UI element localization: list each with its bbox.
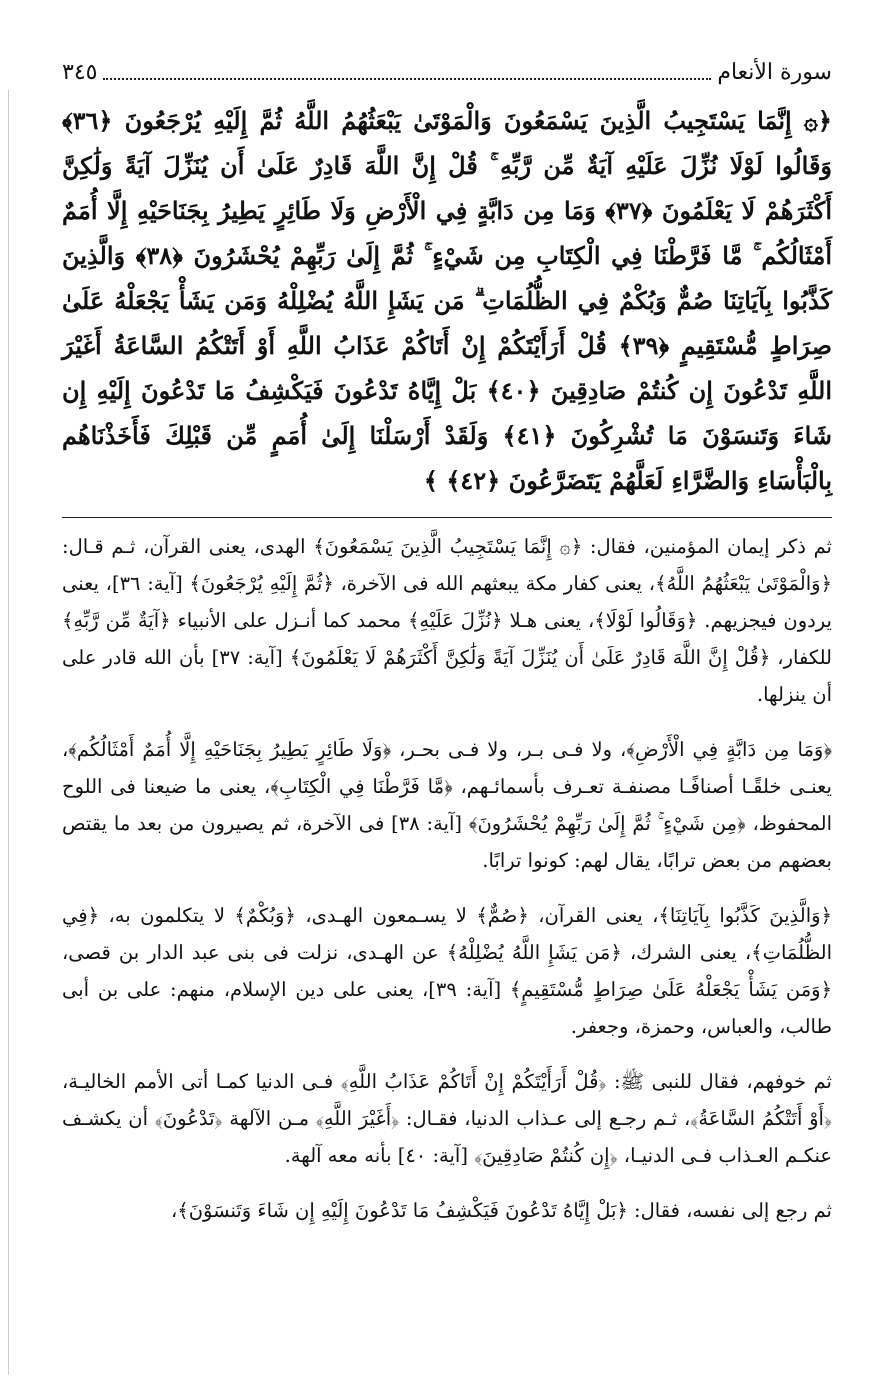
header-dot-leader — [103, 64, 711, 80]
tafsir-paragraph-3: ﴿وَالَّذِينَ كَذَّبُوا بِآيَاتِنَا﴾، يعنى القرآن، ﴿صُمٌّ﴾ لا يسـمعون الهـدى، ﴿وَبُكْمٌ﴾ لا يتكلمون به، ﴿فِي الظُّلُمَاتِ﴾، يعنى الشرك، ﴿مَن يَشَإِ اللَّهُ يُضْلِلْهُ﴾ عن الهـدى، نزلت فى بنى عبد الدار بن قصى، ﴿وَمَن يَشَأْ يَجْعَلْهُ عَلَىٰ صِرَاطٍ مُّسْتَقِيمٍ﴾ [آية: ٣٩]، يعنى على دين الإسلام، منهم: على بن أبى طالب، والعباس، وحمزة، وجعفر. — [62, 904, 833, 1038]
tafsir-paragraph-2: ﴿وَمَا مِن دَابَّةٍ فِي الْأَرْضِ﴾، ولا فـى بـر، ولا فـى بحـر، ﴿وَلَا طَائِرٍ يَطِيرُ بِجَنَاحَيْهِ إِلَّا أُمَمٌ أَمْثَالُكُم﴾، يعنـى خلقًـا أصنافًـا مصنفـة تعـرف بأسمائـهم، ﴿مَّا فَرَّطْنَا فِي الْكِتَابِ﴾، يعنى ما ضيعنا فى اللوح المحفوظ، ﴿مِن شَيْءٍ ۚ ثُمَّ إِلَىٰ رَبِّهِمْ يُحْشَرُونَ﴾ [آية: ٣٨] فى الآخرة، ثم يصيرون من بعد ما يقتص بعضهم من بعض ترابًا، يقال لهم: كونوا ترابًا. — [62, 738, 832, 872]
page-number: ٣٤٥ — [62, 59, 98, 85]
tafsir-paragraph-4: ثم خوفهم، فقال للنبى ﷺ: ﴿قُلْ أَرَأَيْتَكُمْ إِنْ أَتَاكُمْ عَذَابُ اللَّهِ﴾ فـى الدنيا كمـا أتى الأمم الخاليـة، ﴿أَوْ أَتَتْكُمُ السَّاعَةُ﴾، ثـم رجـع إلى عـذاب الدنيا، فقـال: ﴿أَغَيْرَ اللَّهِ﴾ مـن الآلهة ﴿تَدْعُونَ﴾ أن يكشـف عنكـم العـذاب فـى الدنيـا، ﴿إِن كُنتُمْ صَادِقِينَ﴾ [آية: ٤٠] بأنه معه آلهة. — [62, 1070, 832, 1167]
book-page — [62, 52, 832, 1247]
page-header — [62, 52, 832, 92]
surah-title: سورة الأنعام — [717, 59, 832, 85]
section-divider — [62, 517, 832, 518]
tafsir-paragraph-5: ثم رجع إلى نفسه، فقال: ﴿بَلْ إِيَّاهُ تَدْعُونَ فَيَكْشِفُ مَا تَدْعُونَ إِلَيْهِ إِن شَاءَ وَتَنسَوْنَ﴾، — [170, 1199, 832, 1222]
quran-verses-block: ﴿۞ إِنَّمَا يَسْتَجِيبُ الَّذِينَ يَسْمَعُونَ وَالْمَوْتَىٰ يَبْعَثُهُمُ اللَّهُ ثُمَّ إِلَيْهِ يُرْجَعُونَ ﴿٣٦﴾ وَقَالُوا لَوْلَا نُزِّلَ عَلَيْهِ آيَةٌ مِّن رَّبِّهِ ۚ قُلْ إِنَّ اللَّهَ قَادِرٌ عَلَىٰ أَن يُنَزِّلَ آيَةً وَلَٰكِنَّ أَكْثَرَهُمْ لَا يَعْلَمُونَ ﴿٣٧﴾ وَمَا مِن دَابَّةٍ فِي الْأَرْضِ وَلَا طَائِرٍ يَطِيرُ بِجَنَاحَيْهِ إِلَّا أُمَمٌ أَمْثَالُكُم ۚ مَّا فَرَّطْنَا فِي الْكِتَابِ مِن شَيْءٍ ۚ ثُمَّ إِلَىٰ رَبِّهِمْ يُحْشَرُونَ ﴿٣٨﴾ وَالَّذِينَ كَذَّبُوا بِآيَاتِنَا صُمٌّ وَبُكْمٌ فِي الظُّلُمَاتِ ۗ مَن يَشَإِ اللَّهُ يُضْلِلْهُ وَمَن يَشَأْ يَجْعَلْهُ عَلَىٰ صِرَاطٍ مُّسْتَقِيمٍ ﴿٣٩﴾ قُلْ أَرَأَيْتَكُمْ إِنْ أَتَاكُمْ عَذَابُ اللَّهِ أَوْ أَتَتْكُمُ السَّاعَةُ أَغَيْرَ اللَّهِ تَدْعُونَ إِن كُنتُمْ صَادِقِينَ ﴿٤٠﴾ بَلْ إِيَّاهُ تَدْعُونَ فَيَكْشِفُ مَا تَدْعُونَ إِلَيْهِ إِن شَاءَ وَتَنسَوْنَ مَا تُشْرِكُونَ ﴿٤١﴾ وَلَقَدْ أَرْسَلْنَا إِلَىٰ أُمَمٍ مِّن قَبْلِكَ فَأَخَذْنَاهُم بِالْبَأْسَاءِ وَالضَّرَّاءِ لَعَلَّهُمْ يَتَضَرَّعُونَ ﴿٤٢﴾ ﴾ — [62, 106, 833, 495]
tafsir-paragraph-1: ثم ذكر إيمان المؤمنين، فقال: ﴿۞ إِنَّمَا يَسْتَجِيبُ الَّذِينَ يَسْمَعُونَ﴾ الهدى، يعنى القرآن، ثـم قـال: ﴿وَالْمَوْتَىٰ يَبْعَثُهُمُ اللَّهُ﴾، يعنى كفار مكة يبعثهم الله فى الآخرة، ﴿ثُمَّ إِلَيْهِ يُرْجَعُونَ﴾ [آية: ٣٦]، يعنى يردون فيجزيهم. ﴿وَقَالُوا لَوْلَا﴾، يعنى هـلا ﴿نُزِّلَ عَلَيْهِ﴾ محمد كما أنـزل على الأنبياء ﴿آيَةٌ مِّن رَّبِّهِ﴾ للكفار، ﴿قُلْ إِنَّ اللَّهَ قَادِرٌ عَلَىٰ أَن يُنَزِّلَ آيَةً وَلَٰكِنَّ أَكْثَرَهُمْ لَا يَعْلَمُونَ﴾ [آية: ٣٧] بأن الله قادر على أن ينزلها. — [62, 535, 832, 706]
page-edge-line — [8, 90, 9, 1375]
